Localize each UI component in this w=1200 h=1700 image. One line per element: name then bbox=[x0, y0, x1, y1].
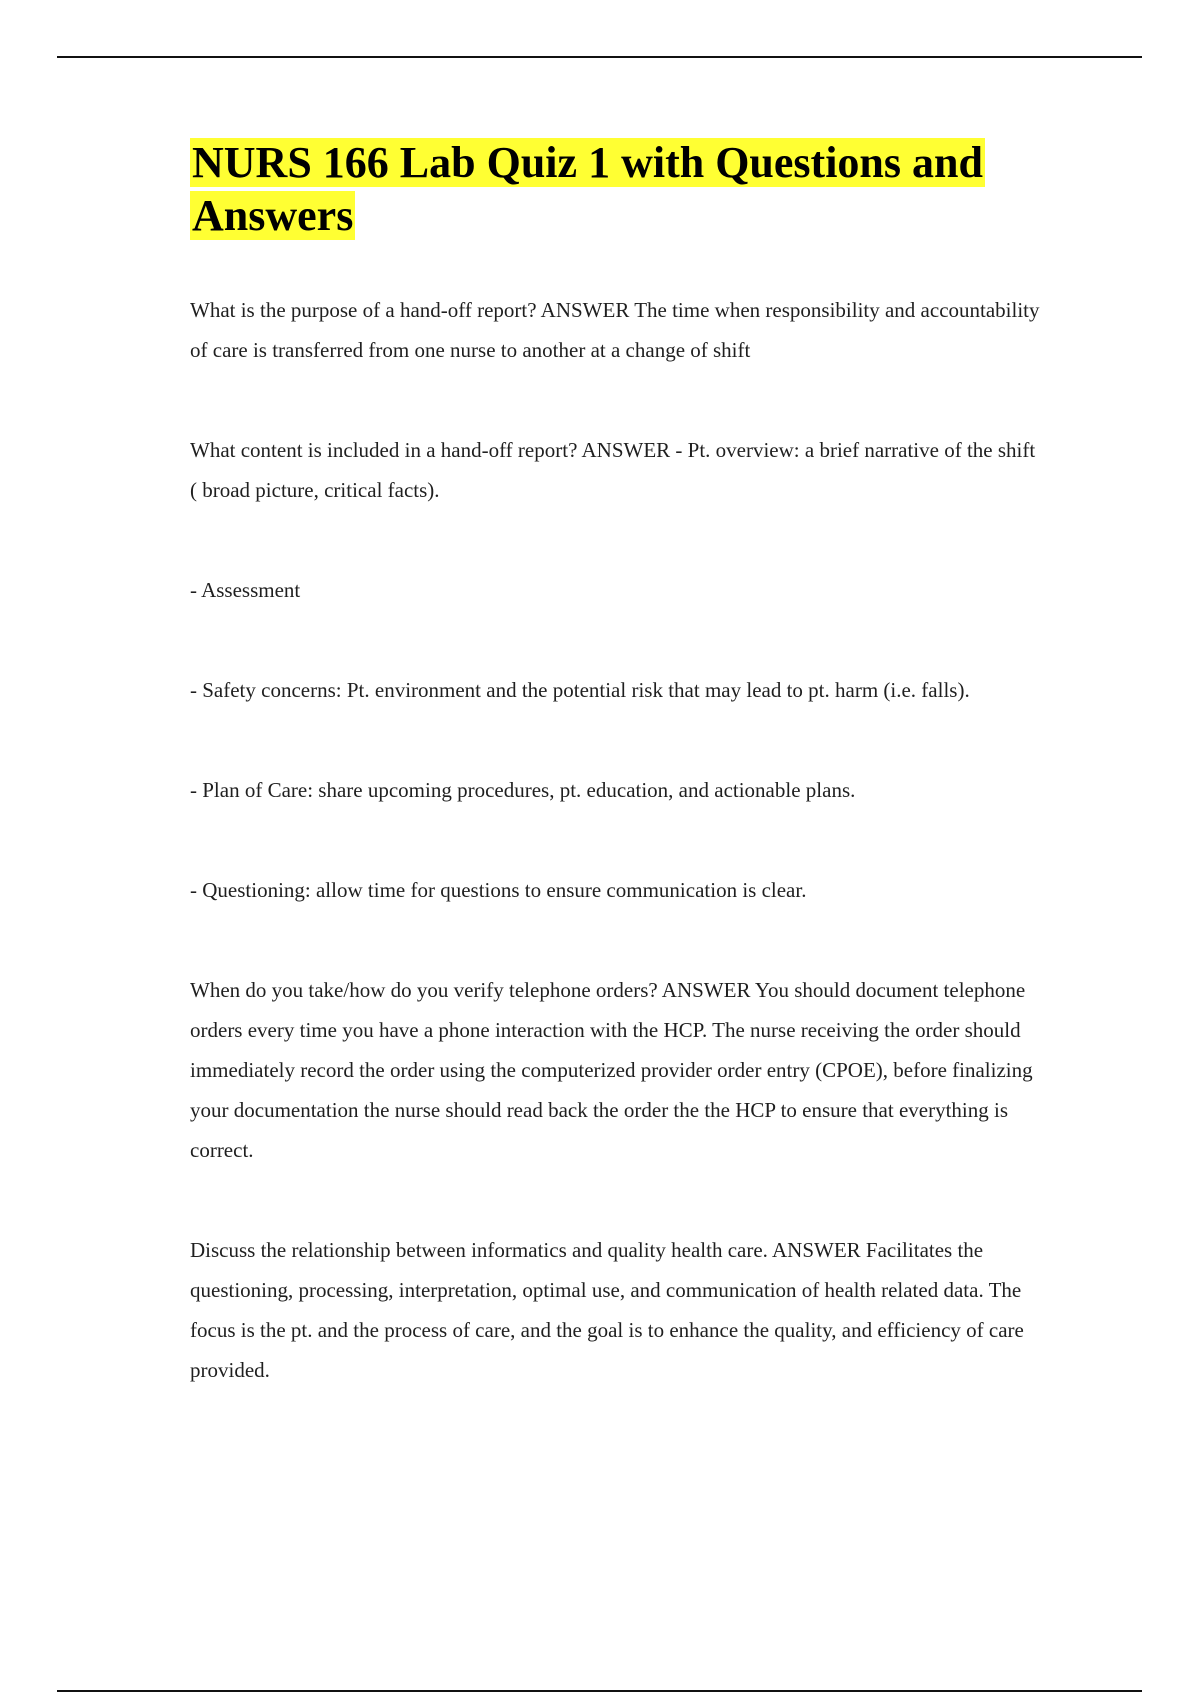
qa-handoff-content: What content is included in a hand-off report? ANSWER - Pt. overview: a brief narrative of the shift ( broad picture, critical facts). bbox=[190, 438, 1036, 502]
document-body bbox=[190, 136, 1040, 1390]
title-highlight: NURS 166 Lab Quiz 1 with Questions and Answers bbox=[192, 138, 983, 240]
qa-informatics-quality: Discuss the relationship between informatics and quality health care. ANSWER Facilitates the questioning, processing, interpretation, optimal use, and communication of health related data. The focus is the pt. and the process of care, and the goal is to enhance the quality, and efficiency of care provided. bbox=[190, 1238, 1024, 1382]
list-item-questioning: - Questioning: allow time for questions to ensure communication is clear. bbox=[190, 878, 807, 902]
qa-telephone-orders: When do you take/how do you verify telephone orders? ANSWER You should document telephone orders every time you have a phone interaction with the HCP. The nurse receiving the order should immediately record the order using the computerized provider order entry (CPOE), before finalizing your documentation the nurse should read back the order the the HCP to ensure that everything is correct. bbox=[190, 978, 1033, 1162]
footer-rule bbox=[57, 1690, 1142, 1692]
list-item-assessment: - Assessment bbox=[190, 578, 301, 602]
document-title bbox=[190, 136, 1040, 242]
qa-handoff-purpose: What is the purpose of a hand-off report? ANSWER The time when responsibility and accountability of care is transferred from one nurse to another at a change of shift bbox=[190, 298, 1040, 362]
list-item-safety-concerns: - Safety concerns: Pt. environment and the potential risk that may lead to pt. harm (i.e. falls). bbox=[190, 678, 970, 702]
list-item-plan-of-care: - Plan of Care: share upcoming procedures, pt. education, and actionable plans. bbox=[190, 778, 856, 802]
header-rule bbox=[57, 56, 1142, 58]
